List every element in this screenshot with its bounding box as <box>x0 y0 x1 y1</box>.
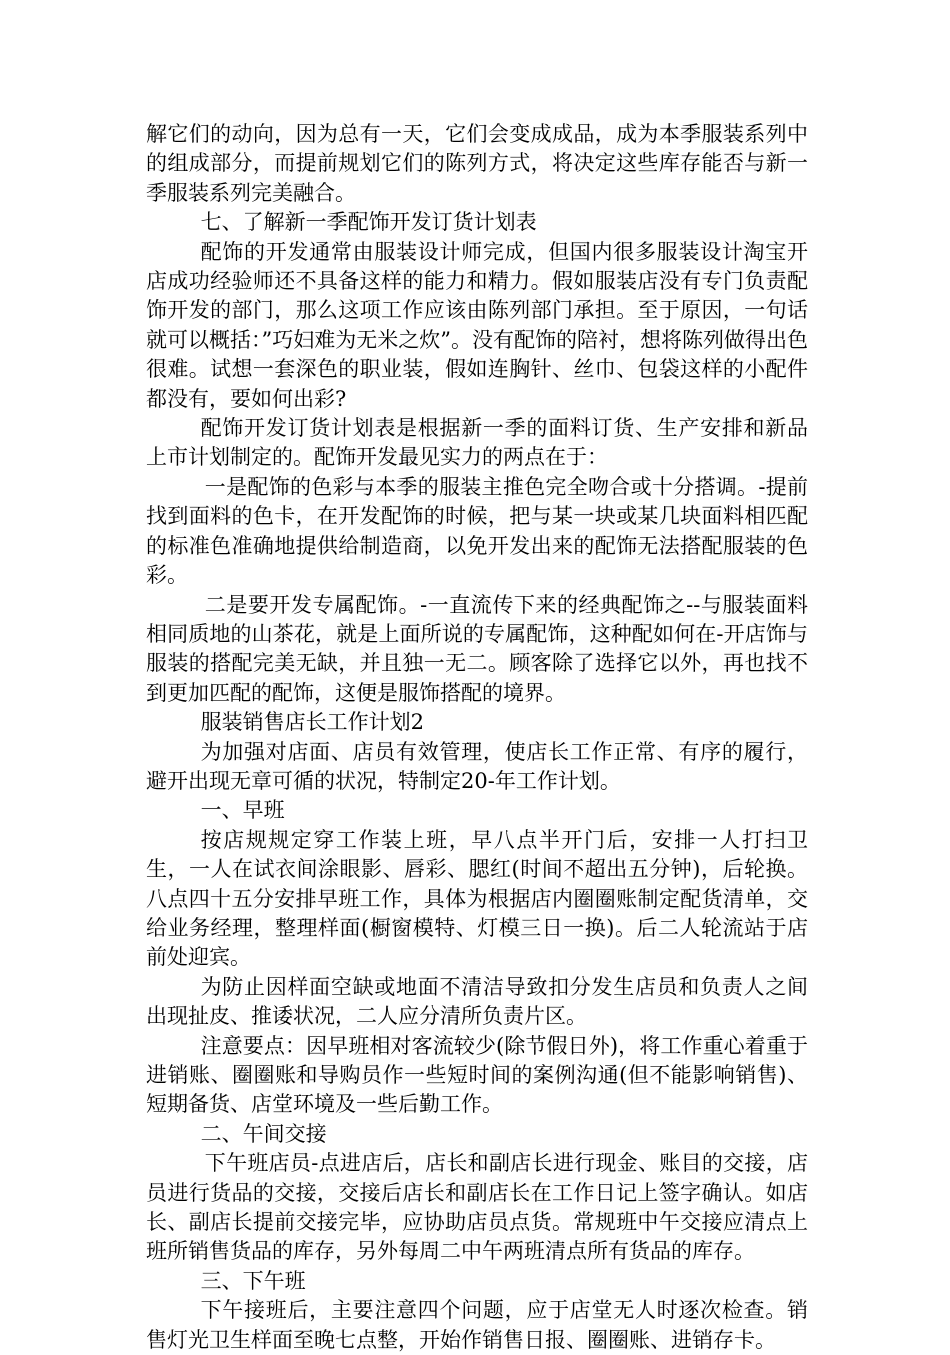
section-heading-afternoon-shift: 三、下午班 <box>200 1268 306 1293</box>
paragraph-point-one: 一是配饰的色彩与本季的服装主推色完全吻合或十分搭调。-提前找到面料的色卡，在开发配饰的时候，把与某一块或某几块面料相匹配的标准色准确地提供给制造商，以免开发出来的配饰无法搭配服装的色彩。 <box>146 474 808 588</box>
paragraph-area-responsibility: 为防止因样面空缺或地面不清洁导致扣分发生店员和负责人之间出现扯皮、推诿状况，二人应分清所负责片区。 <box>146 974 808 1029</box>
section-heading-noon-handover: 二、午间交接 <box>200 1121 327 1146</box>
paragraph-order-plan: 配饰开发订货计划表是根据新一季的面料订货、生产安排和新品上市计划制定的。配饰开发最见实力的两点在于： <box>146 416 808 470</box>
document-body <box>146 120 808 1355</box>
paragraph-continuation: 解它们的动向，因为总有一天，它们会变成成品，成为本季服装系列中的组成部分，而提前规划它们的陈列方式，将决定这些库存能否与新一季服装系列完美融合。 <box>146 122 808 205</box>
paragraph-key-points: 注意要点：因早班相对客流较少(除节假日外)，将工作重心着重于进销账、圈圈账和导购员作一些短时间的案例沟通(但不能影响销售)、短期备货、店堂环境及一些后勤工作。 <box>146 1033 808 1117</box>
section-title-plan-2: 服装销售店长工作计划2 <box>200 710 424 735</box>
paragraph-plan-intro: 为加强对店面、店员有效管理，使店长工作正常、有序的履行，避开出现无章可循的状况，特制定20-年工作计划。 <box>146 739 808 793</box>
paragraph-morning-shift: 按店规规定穿工作装上班，早八点半开门后，安排一人打扫卫生，一人在试衣间涂眼影、唇彩、腮红(时间不超出五分钟)，后轮换。八点四十五分安排早班工作，具体为根据店内圈圈账制定配货清单，交给业务经理，整理样面(橱窗模特、灯模三日一换)。后二人轮流站于店前处迎宾。 <box>146 827 808 970</box>
section-heading-morning-shift: 一、早班 <box>200 798 285 823</box>
paragraph-point-two: 二是要开发专属配饰。-一直流传下来的经典配饰之--与服装面料相同质地的山茶花，就是上面所说的专属配饰，这种配如何在-开店饰与服装的搭配完美无缺，并且独一无二。顾客除了选择它以外，再也找不到更加匹配的配饰，这便是服饰搭配的境界。 <box>146 592 808 705</box>
paragraph-afternoon-shift: 下午接班后，主要注意四个问题，应于店堂无人时逐次检查。销售灯光卫生样面至晚七点整，开始作销售日报、圈圈账、进销存卡。 <box>146 1298 808 1352</box>
section-heading-seven: 七、了解新一季配饰开发订货计划表 <box>200 210 537 235</box>
paragraph-noon-handover: 下午班店员-点进店后，店长和副店长进行现金、账目的交接，店员进行货品的交接，交接后店长和副店长在工作日记上签字确认。如店长、副店长提前交接完毕，应协助店员点货。常规班中午交接应清点上班所销售货品的库存，另外每周二中午两班清点所有货品的库存。 <box>146 1151 808 1264</box>
paragraph-accessory-development: 配饰的开发通常由服装设计师完成，但国内很多服装设计淘宝开店成功经验师还不具备这样的能力和精力。假如服装店没有专门负责配饰开发的部门，那么这项工作应该由陈列部门承担。至于原因，一句话就可以概括：”巧妇难为无米之炊”。没有配饰的陪衬，想将陈列做得出色很难。试想一套深色的职业装，假如连胸针、丝巾、包袋这样的小配件都没有，要如何出彩? <box>146 239 808 411</box>
